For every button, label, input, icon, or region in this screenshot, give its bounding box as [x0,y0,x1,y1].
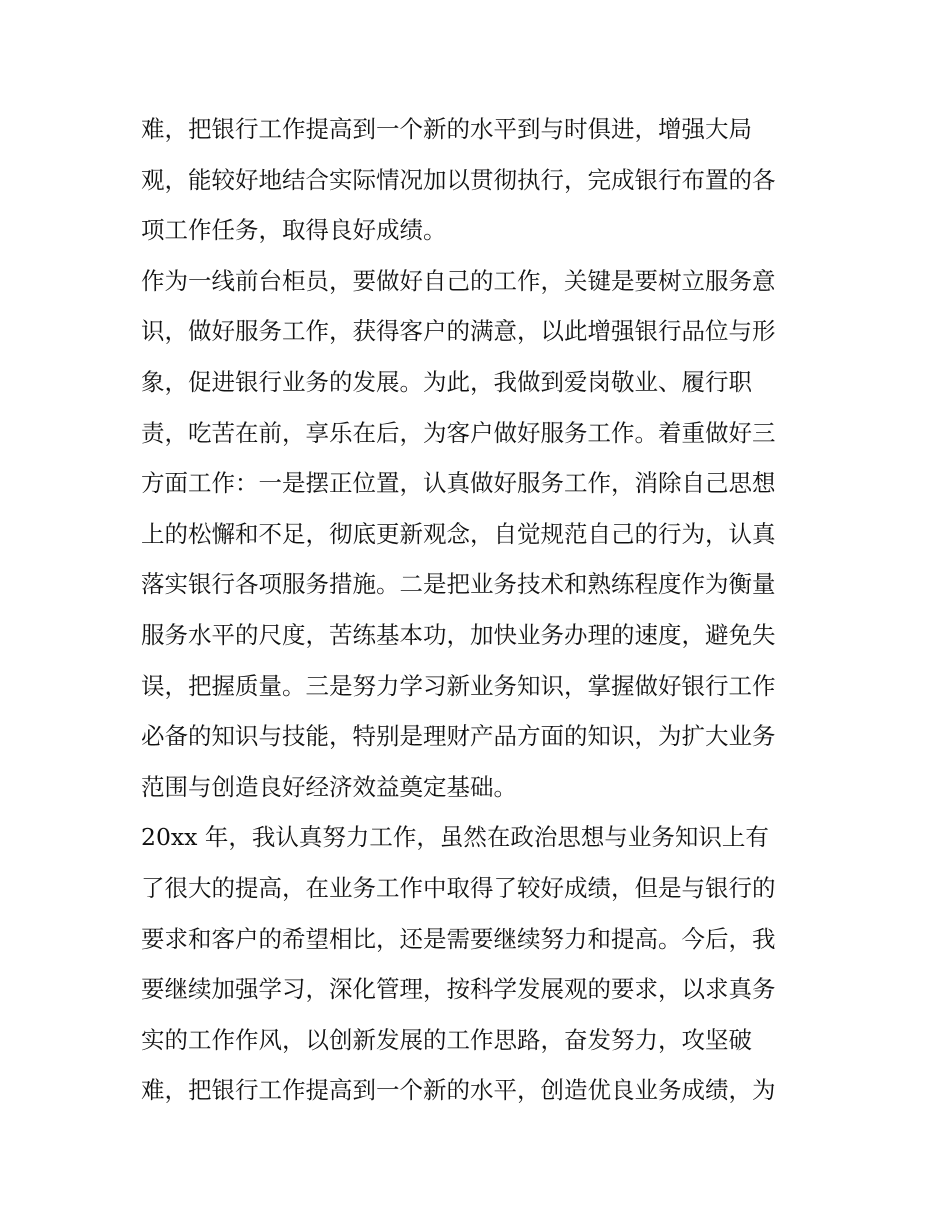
text-line: 难，把银行工作提高到一个新的水平，创造优良业务成绩，为 [141,1076,776,1105]
text-line: 方面工作：一是摆正位置，认真做好服务工作，消除自己思想 [141,469,776,498]
text-line: 20xx 年，我认真努力工作，虽然在政治思想与业务知识上有 [141,823,769,852]
text-line: 观，能较好地结合实际情况加以贯彻执行，完成银行布置的各 [141,165,776,194]
text-line: 服务水平的尺度，苦练基本功，加快业务办理的速度，避免失 [141,620,776,649]
text-line: 落实银行各项服务措施。二是把业务技术和熟练程度作为衡量 [141,570,776,599]
document-body [141,104,821,1116]
text-line: 识，做好服务工作，获得客户的满意，以此增强银行品位与形 [141,317,776,346]
text-line: 上的松懈和不足，彻底更新观念，自觉规范自己的行为，认真 [141,519,776,548]
text-line: 要求和客户的希望相比，还是需要继续努力和提高。今后，我 [141,924,776,953]
text-line: 了很大的提高，在业务工作中取得了较好成绩，但是与银行的 [141,873,776,902]
text-line: 难，把银行工作提高到一个新的水平到与时俱进，增强大局 [141,115,752,143]
text-line: 项工作任务，取得良好成绩。 [141,216,447,245]
text-line: 责，吃苦在前，享乐在后，为客户做好服务工作。着重做好三 [141,418,776,447]
text-line: 误，把握质量。三是努力学习新业务知识，掌握做好银行工作 [141,671,776,700]
text-line: 必备的知识与技能，特别是理财产品方面的知识，为扩大业务 [141,722,776,751]
text-line: 实的工作作风，以创新发展的工作思路，奋发努力，攻坚破 [141,1025,752,1054]
text-line: 象，促进银行业务的发展。为此，我做到爱岗敬业、履行职 [141,367,752,396]
text-line: 要继续加强学习，深化管理，按科学发展观的要求，以求真务 [141,975,776,1004]
text-line: 作为一线前台柜员，要做好自己的工作，关键是要树立服务意 [141,266,776,295]
text-line: 范围与创造良好经济效益奠定基础。 [141,772,517,801]
